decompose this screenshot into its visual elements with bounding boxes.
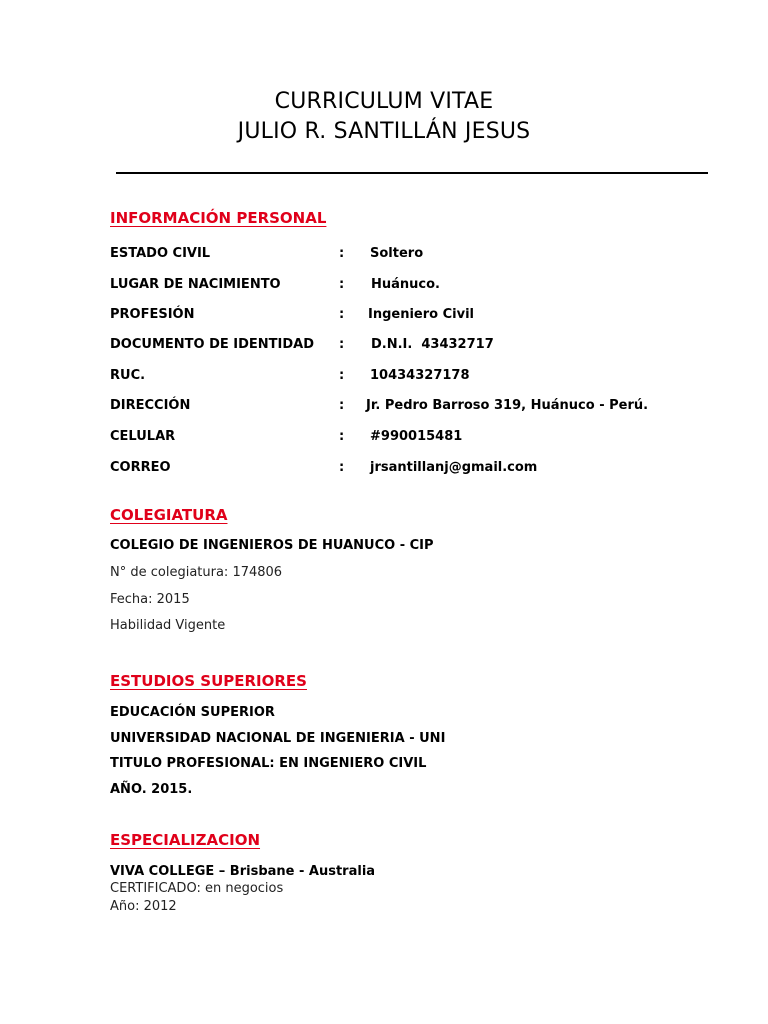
title-divider — [116, 172, 708, 174]
row-separator: : — [339, 246, 345, 261]
row-separator: : — [339, 307, 345, 322]
section-heading-personal: INFORMACIÓN PERSONAL — [110, 209, 327, 227]
row-label: RUC. — [110, 368, 146, 383]
row-value: Ingeniero Civil — [368, 307, 474, 322]
row-separator: : — [339, 277, 345, 292]
row-value: Jr. Pedro Barroso 319, Huánuco - Perú. — [366, 398, 649, 413]
row-label: CELULAR — [110, 429, 176, 444]
row-value: Huánuco. — [371, 277, 440, 292]
row-value: #990015481 — [370, 429, 463, 444]
row-separator: : — [339, 429, 345, 444]
colegiatura-status: Habilidad Vigente — [110, 618, 226, 633]
estudios-line: TITULO PROFESIONAL: EN INGENIERO CIVIL — [110, 756, 427, 771]
estudios-line: UNIVERSIDAD NACIONAL DE INGENIERIA - UNI — [110, 731, 446, 746]
row-label: ESTADO CIVIL — [110, 246, 211, 261]
row-separator: : — [339, 337, 345, 352]
especializacion-certificate: CERTIFICADO: en negocios — [110, 881, 284, 896]
row-separator: : — [339, 398, 345, 413]
row-value: D.N.I. 43432717 — [371, 337, 494, 352]
document-title: CURRICULUM VITAE — [274, 89, 494, 114]
row-label: DOCUMENTO DE IDENTIDAD — [110, 337, 315, 352]
colegiatura-number: N° de colegiatura: 174806 — [110, 565, 283, 580]
row-value: 10434327178 — [370, 368, 470, 383]
row-label: DIRECCIÓN — [110, 398, 191, 413]
email-link: jrsantillanj@gmail.com — [370, 460, 538, 475]
section-heading-especializacion: ESPECIALIZACION — [110, 831, 261, 849]
row-value: Soltero — [370, 246, 424, 261]
row-separator: : — [339, 368, 345, 383]
row-label: PROFESIÓN — [110, 307, 195, 322]
row-label: LUGAR DE NACIMIENTO — [110, 277, 281, 292]
section-heading-colegiatura: COLEGIATURA — [110, 506, 228, 524]
person-name: JULIO R. SANTILLÁN JESUS — [237, 119, 531, 144]
colegiatura-date: Fecha: 2015 — [110, 592, 190, 607]
section-heading-estudios: ESTUDIOS SUPERIORES — [110, 672, 307, 690]
estudios-line: AÑO. 2015. — [110, 782, 193, 797]
especializacion-year: Año: 2012 — [110, 899, 177, 914]
estudios-line: EDUCACIÓN SUPERIOR — [110, 705, 275, 720]
colegio-name: COLEGIO DE INGENIEROS DE HUANUCO - CIP — [110, 538, 434, 553]
row-separator: : — [339, 460, 345, 475]
especializacion-institution: VIVA COLLEGE – Brisbane - Australia — [110, 864, 376, 879]
row-label: CORREO — [110, 460, 171, 475]
